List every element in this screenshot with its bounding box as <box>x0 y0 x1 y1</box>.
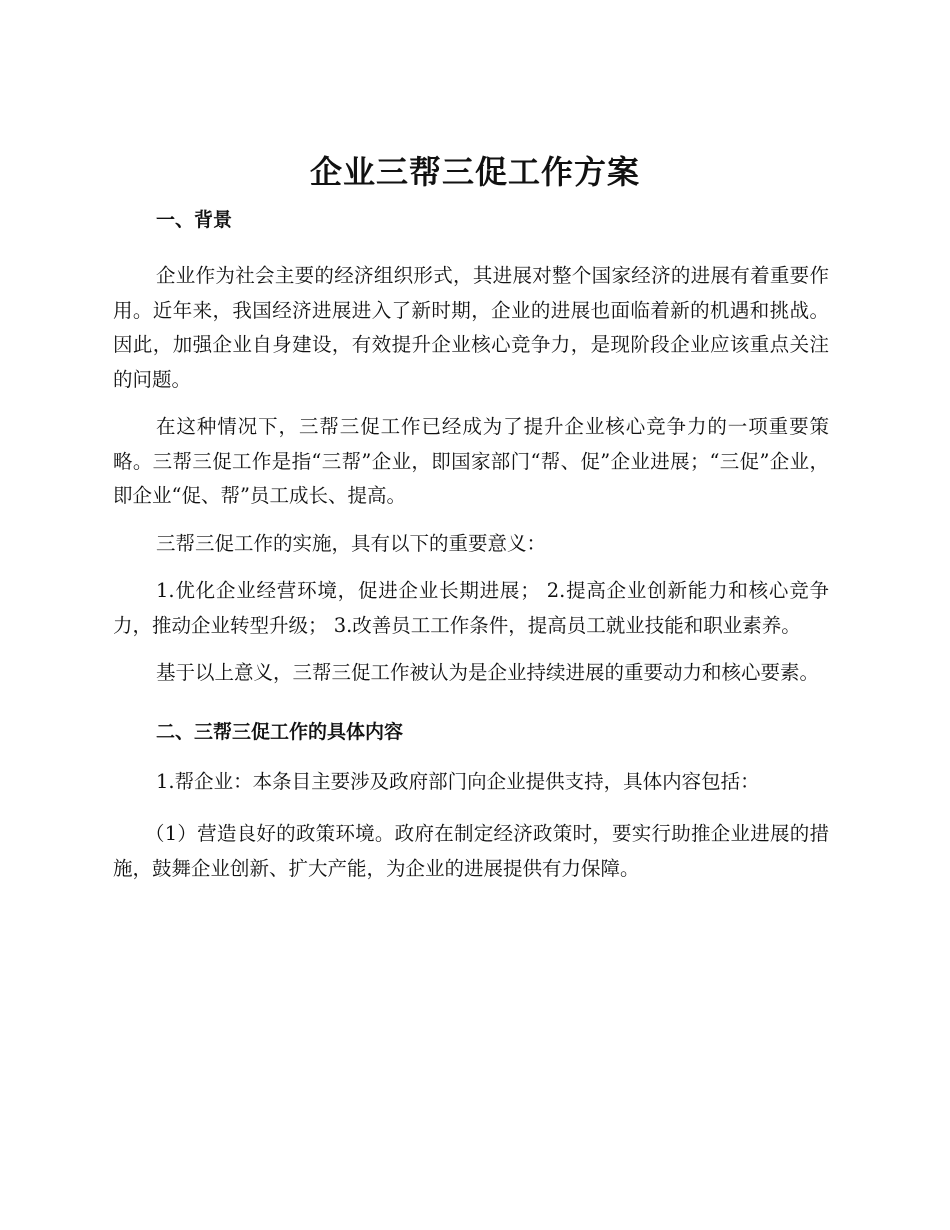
paragraph: （1）营造良好的政策环境。政府在制定经济政策时，要实行助推企业进展的措施，鼓舞企业创新、扩大产能，为企业的进展提供有力保障。 <box>113 822 829 880</box>
paragraph: 三帮三促工作的实施，具有以下的重要意义： <box>156 531 547 555</box>
section-heading-content: 二、三帮三促工作的具体内容 <box>156 720 404 743</box>
paragraph: 在这种情况下，三帮三促工作已经成为了提升企业核心竞争力的一项重要策略。三帮三促工作是指“三帮”企业，即国家部门“帮、促”企业进展；“三促”企业，即企业“促、帮”员工成长、提高。 <box>113 415 829 507</box>
document-title: 企业三帮三促工作方案 <box>309 153 640 191</box>
document-body <box>113 205 829 899</box>
paragraph: 企业作为社会主要的经济组织形式，其进展对整个国家经济的进展有着重要作用。近年来，我国经济进展进入了新时期，企业的进展也面临着新的机遇和挑战。因此，加强企业自身建设，有效提升企业核心竞争力，是现阶段企业应该重点关注的问题。 <box>113 264 829 391</box>
paragraph: 1.帮企业：本条目主要涉及政府部门向企业提供支持，具体内容包括： <box>156 769 760 793</box>
paragraph: 基于以上意义，三帮三促工作被认为是企业持续进展的重要动力和核心要素。 <box>156 661 820 684</box>
paragraph: 1.优化企业经营环境，促进企业长期进展； 2.提高企业创新能力和核心竞争力，推动企业转型升级； 3.改善员工工作条件，提高员工就业技能和职业素养。 <box>113 579 829 637</box>
section-heading-background: 一、背景 <box>156 209 233 231</box>
